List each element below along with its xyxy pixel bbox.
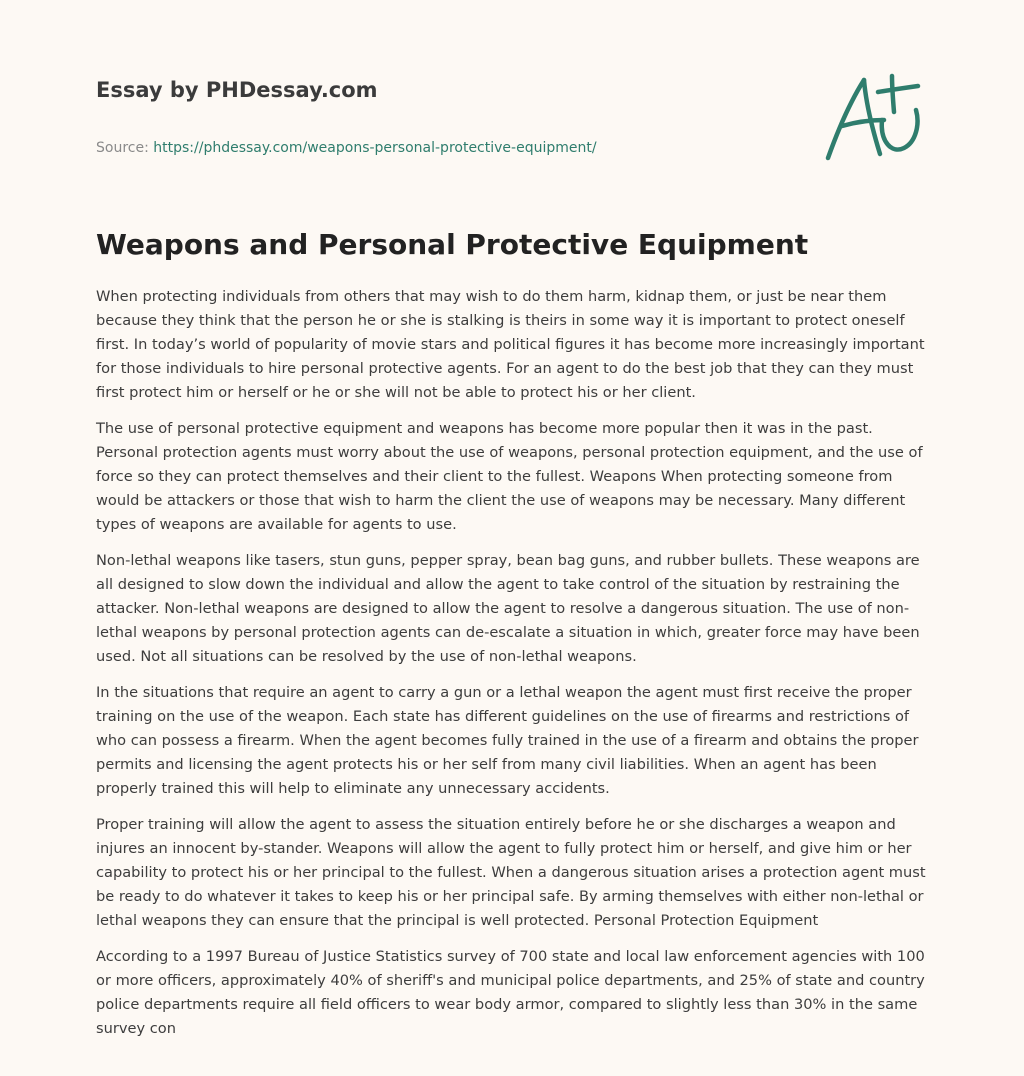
paragraph: When protecting individuals from others that may wish to do them harm, kidnap them, or just be near them because they think that the person he or she is stalking is theirs in some way it is important to protect oneself first. In today’s world of popularity of movie stars and political figures it has become more increasingly important for those individuals to hire personal protective agents. For an agent to do the best job that they can they must first protect him or herself or he or she will not be able to protect his or her client. bbox=[96, 288, 925, 401]
paragraph: According to a 1997 Bureau of Justice Statistics survey of 700 state and local law enforcement agencies with 100 or more officers, approximately 40% of sheriff's and municipal police departments, and 25% of state and country police departments require all field officers to wear body armor, compared to slightly less than 30% in the same survey con bbox=[96, 948, 925, 1037]
source-link[interactable]: https://phdessay.com/weapons-personal-protective-equipment/ bbox=[153, 140, 597, 156]
document-header bbox=[96, 76, 796, 158]
source-label: Source: bbox=[96, 140, 154, 156]
article-title: Weapons and Personal Protective Equipment bbox=[96, 228, 809, 261]
a-plus-logo-icon bbox=[822, 68, 926, 164]
paragraph: The use of personal protective equipment and weapons has become more popular then it was in the past. Personal protection agents must worry about the use of weapons, personal protection equipment, and the use of force so they can protect themselves and their client to the fullest. Weapons When protecting someone from would be attackers or those that wish to harm the client the use of weapons may be necessary. Many different types of weapons are available for agents to use. bbox=[96, 420, 923, 533]
brand-title: Essay by PHDessay.com bbox=[96, 78, 378, 102]
paragraph: Non-lethal weapons like tasers, stun guns, pepper spray, bean bag guns, and rubber bullets. These weapons are all designed to slow down the individual and allow the agent to take control of the situation by restraining the attacker. Non-lethal weapons are designed to allow the agent to resolve a dangerous situation. The use of non-lethal weapons by personal protection agents can de-escalate a situation in which, greater force may have been used. Not all situations can be resolved by the use of non-lethal weapons. bbox=[96, 552, 920, 665]
source-line bbox=[96, 138, 796, 158]
article-body bbox=[96, 285, 928, 1053]
paragraph: Proper training will allow the agent to assess the situation entirely before he or she discharges a weapon and injures an innocent by-stander. Weapons will allow the agent to fully protect him or herself, and give him or her capability to protect his or her principal to the fullest. When a dangerous situation arises a protection agent must be ready to do whatever it takes to keep his or her principal safe. By arming themselves with either non-lethal or lethal weapons they can ensure that the principal is well protected. Personal Protection Equipment bbox=[96, 816, 926, 929]
paragraph: In the situations that require an agent to carry a gun or a lethal weapon the agent must first receive the proper training on the use of the weapon. Each state has different guidelines on the use of firearms and restrictions of who can possess a firearm. When the agent becomes fully trained in the use of a firearm and obtains the proper permits and licensing the agent protects his or her self from many civil liabilities. When an agent has been properly trained this will help to eliminate any unnecessary accidents. bbox=[96, 684, 919, 797]
